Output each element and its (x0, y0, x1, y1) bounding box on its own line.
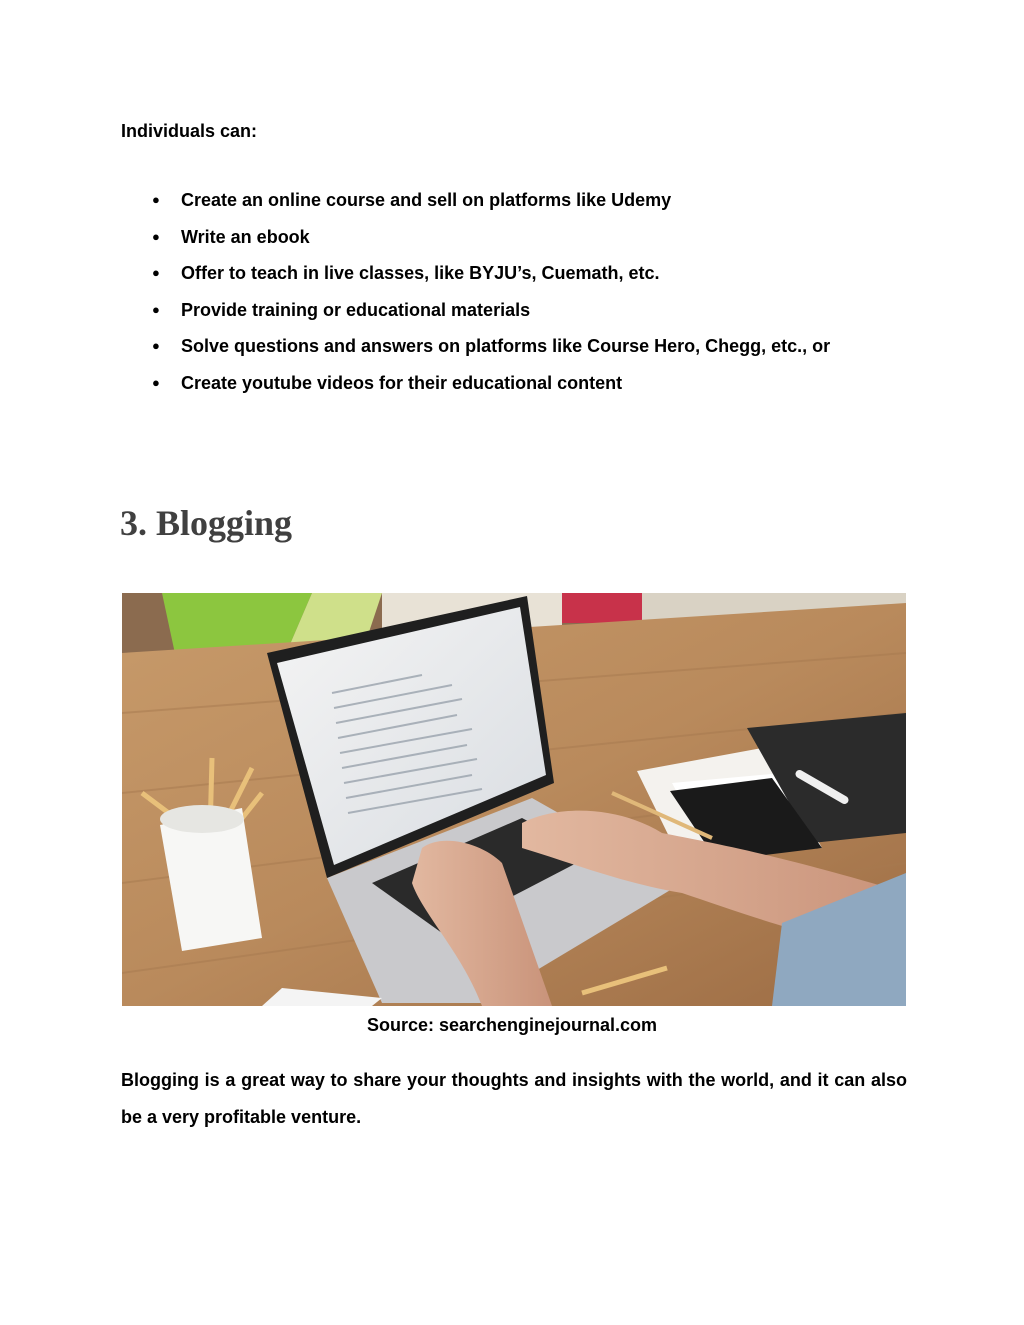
list-item (152, 182, 892, 219)
body-paragraph: Blogging is a great way to share your thoughts and insights with the world, and it can also be a very profitable venture. (121, 1070, 907, 1127)
bullet-icon: ● (152, 338, 160, 353)
bullet-icon: ● (152, 192, 160, 207)
list-item (152, 292, 892, 329)
image-caption: Source: searchenginejournal.com (366, 1015, 658, 1035)
list-item-text: Solve questions and answers on platforms like Course Hero, Chegg, etc., or (181, 336, 831, 356)
laptop-photo (122, 593, 906, 1006)
list-item-text: Write an ebook (181, 226, 310, 247)
section-heading: 3. Blogging (120, 503, 293, 543)
bullet-icon: ● (152, 374, 160, 390)
list-item-text: Provide training or educational materials (181, 299, 531, 320)
bullet-icon: ● (152, 301, 160, 317)
list-item (152, 328, 892, 365)
bullet-icon: ● (152, 228, 160, 244)
list-item (152, 219, 892, 256)
bullet-list (152, 182, 892, 401)
list-item-text: Create an online course and sell on platforms like Udemy (181, 190, 672, 210)
list-item (152, 365, 892, 402)
list-item-text: Offer to teach in live classes, like BYJU’s, Cuemath, etc. (181, 263, 660, 283)
intro-text: Individuals can: (121, 121, 258, 141)
bullet-icon: ● (152, 265, 160, 280)
list-item (152, 255, 892, 292)
list-item-text: Create youtube videos for their educational content (181, 372, 623, 393)
